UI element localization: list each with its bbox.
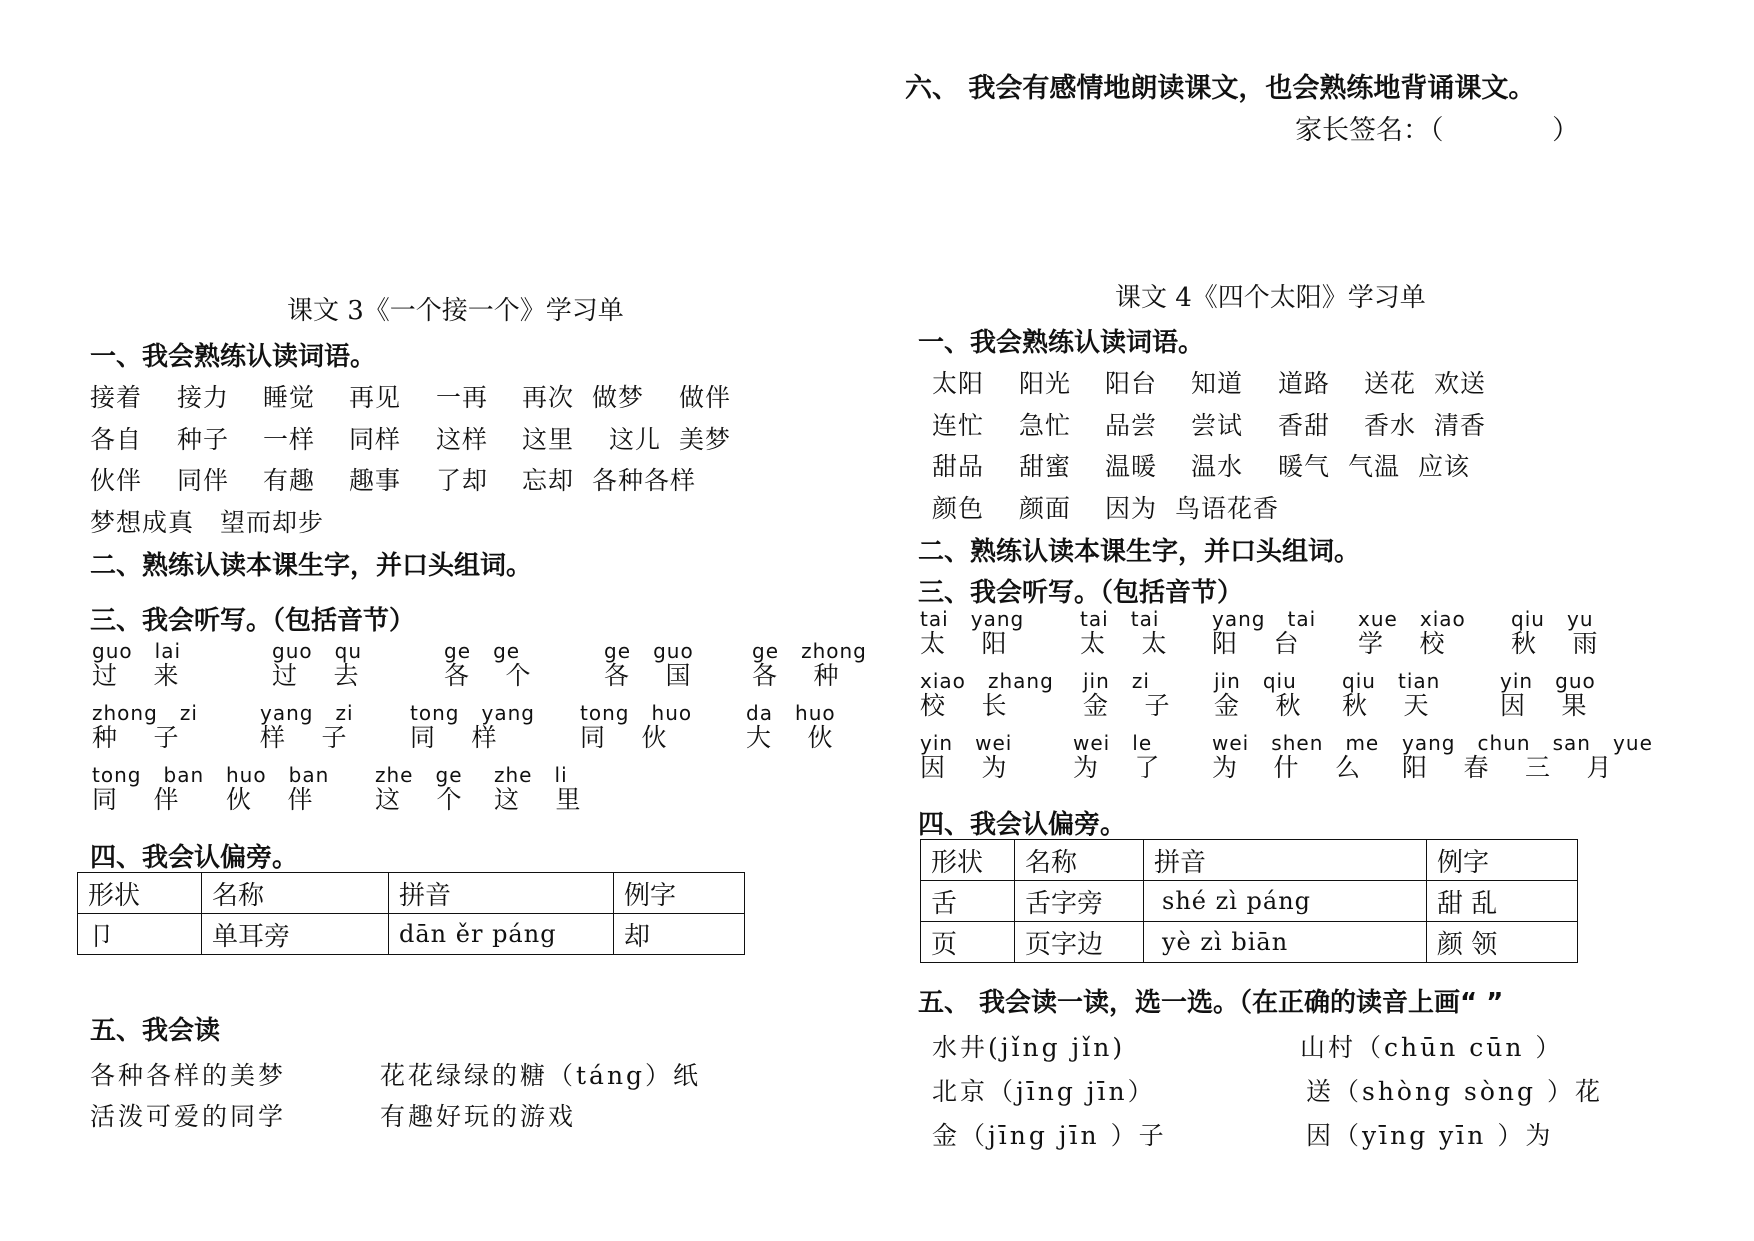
- word-item: 因为: [1105, 493, 1158, 523]
- table-header-cell: 形状: [78, 873, 202, 914]
- dictation-item: [920, 608, 1024, 658]
- dictation-item: [1358, 608, 1466, 658]
- word-item: 品尝: [1105, 410, 1158, 440]
- hanzi-label: 太 太: [1080, 629, 1179, 658]
- dictation-item: [1511, 608, 1610, 658]
- dictation-item: [1342, 670, 1441, 720]
- hanzi-label: 过 去: [272, 661, 371, 690]
- word-item: 香水: [1364, 410, 1417, 440]
- dictation-item: [92, 764, 204, 814]
- word-item: 一再: [436, 383, 489, 412]
- pinyin-label: yang chun san yue: [1402, 731, 1653, 755]
- word-item: 欢送: [1434, 369, 1487, 398]
- table-row: [921, 922, 1578, 963]
- dictation-item: [746, 702, 845, 752]
- word-item: 温暖: [1105, 452, 1158, 481]
- pinyin-label: ge zhong: [752, 639, 867, 663]
- word-item: 种子: [177, 424, 230, 454]
- hanzi-label: 这 个: [375, 785, 474, 814]
- table-cell: 卩: [78, 914, 202, 955]
- word-item: 一样: [263, 424, 316, 454]
- table-header-cell: 名称: [1015, 840, 1144, 881]
- hanzi-label: 学 校: [1358, 629, 1457, 658]
- hanzi-label: 各 个: [444, 661, 543, 690]
- pinyin-label: qiu yu: [1511, 607, 1594, 631]
- lesson4-section4-heading: 四、我会认偏旁。: [918, 810, 1127, 840]
- pinyin-label: tai yang: [920, 607, 1025, 631]
- dictation-item: [752, 640, 867, 690]
- word-item: 这里: [522, 424, 575, 454]
- table-cell: dān ěr páng: [389, 914, 614, 955]
- table-header-row: [78, 873, 745, 914]
- dictation-item: [1083, 670, 1182, 720]
- hanzi-label: 金 子: [1083, 691, 1182, 720]
- pinyin-label: xiao zhang: [920, 669, 1054, 693]
- hanzi-label: 为 什 么: [1212, 753, 1373, 782]
- pinyin-label: tong ban: [92, 763, 205, 787]
- table-cell: 舌: [921, 881, 1015, 922]
- lesson4-section1-heading: 一、我会熟练认读词语。: [918, 328, 1205, 358]
- lesson3-radical-table: [77, 872, 745, 955]
- word-item: 同伴: [177, 466, 230, 495]
- pinyin-label: guo lai: [92, 639, 182, 663]
- word-item: 温水: [1191, 452, 1244, 481]
- dictation-item: [920, 670, 1054, 720]
- dictation-item: [444, 640, 543, 690]
- word-item: 香甜: [1278, 410, 1331, 440]
- table-cell: 却: [614, 914, 745, 955]
- table-header-cell: 拼音: [389, 873, 614, 914]
- pinyin-label: wei le: [1073, 731, 1153, 755]
- word-item: 再见: [349, 383, 402, 412]
- table-cell: 舌字旁: [1015, 881, 1144, 922]
- lesson4-section5-heading: 五、 我会读一读，选一选。（在正确的读音上画“ ”: [918, 988, 1504, 1018]
- word-item: 了却: [436, 466, 489, 495]
- word-item: 阳光: [1019, 369, 1072, 398]
- word-item: 颜面: [1019, 493, 1072, 523]
- dictation-item: [1402, 732, 1653, 782]
- pinyin-label: tai tai: [1080, 607, 1160, 631]
- word-item: 气温: [1348, 452, 1401, 481]
- word-item: 尝试: [1191, 410, 1244, 440]
- dictation-item: [92, 702, 198, 752]
- table-row: [78, 914, 745, 955]
- dictation-item: [1214, 670, 1313, 720]
- hanzi-label: 阳 春 三 月: [1402, 753, 1624, 782]
- section-six-heading: 六、 我会有感情地朗读课文，也会熟练地背诵课文。: [905, 73, 1536, 104]
- table-cell: shé zì páng: [1144, 881, 1427, 922]
- lesson3-section4-heading: 四、我会认偏旁。: [90, 843, 299, 873]
- word-item: 各种各样: [592, 466, 697, 495]
- word-item: 颜色: [932, 493, 985, 523]
- word-item: 暖气: [1278, 452, 1331, 481]
- lesson4-section2-heading: 二、熟练认读本课生字，并口头组词。: [918, 537, 1361, 567]
- word-item: 送花: [1364, 369, 1417, 398]
- pinyin-label: tong huo: [580, 701, 693, 725]
- hanzi-label: 各 国: [604, 661, 703, 690]
- pinyin-label: huo ban: [226, 763, 330, 787]
- hanzi-label: 秋 雨: [1511, 629, 1610, 658]
- read-phrase: 有趣好玩的游戏: [380, 1102, 577, 1131]
- word-item: 美梦: [679, 424, 732, 454]
- table-header-cell: 例字: [1427, 840, 1578, 881]
- pinyin-label: guo qu: [272, 639, 363, 663]
- pinyin-label: zhong zi: [92, 701, 198, 725]
- pinyin-label: yang zi: [260, 701, 354, 725]
- word-item: 清香: [1434, 410, 1487, 440]
- pinyin-label: yin guo: [1500, 669, 1596, 693]
- hanzi-label: 同 伙: [580, 723, 679, 752]
- read-phrase: 活泼可爱的同学: [90, 1102, 287, 1131]
- pinyin-label: zhe li: [494, 763, 568, 787]
- lesson3-title: 课文 3《一个接一个》学习单: [287, 296, 624, 326]
- word-item: 急忙: [1019, 410, 1072, 440]
- hanzi-label: 校 长: [920, 691, 1019, 720]
- word-item: 接着: [90, 383, 143, 412]
- hanzi-label: 种 子: [92, 723, 191, 752]
- choose-item: 金（jīng jīn ）子: [932, 1121, 1167, 1150]
- pinyin-label: xue xiao: [1358, 607, 1466, 631]
- word-item: 伙伴: [90, 466, 143, 495]
- choose-item: 因（yīng yīn ）为: [1306, 1121, 1554, 1150]
- word-item: 连忙: [932, 410, 985, 440]
- read-phrase: 花花绿绿的糖（táng）纸: [380, 1061, 702, 1090]
- lesson4-title: 课文 4《四个太阳》学习单: [1115, 283, 1426, 313]
- word-item: 知道: [1191, 369, 1244, 398]
- lesson3-section2-heading: 二、熟练认读本课生字，并口头组词。: [90, 551, 533, 581]
- word-item: 鸟语花香: [1175, 493, 1280, 523]
- table-cell: 单耳旁: [202, 914, 389, 955]
- table-header-row: [921, 840, 1578, 881]
- pinyin-label: zhe ge: [375, 763, 463, 787]
- hanzi-label: 各 种: [752, 661, 851, 690]
- word-item: 有趣: [263, 466, 316, 495]
- dictation-item: [92, 640, 191, 690]
- hanzi-label: 太 阳: [920, 629, 1019, 658]
- read-phrase: 各种各样的美梦: [90, 1061, 287, 1090]
- word-item: 接力: [177, 383, 230, 412]
- pinyin-label: qiu tian: [1342, 669, 1441, 693]
- dictation-item: [1080, 608, 1179, 658]
- dictation-item: [1500, 670, 1599, 720]
- table-header-cell: 例字: [614, 873, 745, 914]
- pinyin-label: ge ge: [444, 639, 521, 663]
- dictation-item: [226, 764, 329, 814]
- lesson3-section3-heading: 三、我会听写。（包括音节）: [90, 606, 416, 636]
- dictation-item: [272, 640, 371, 690]
- pinyin-label: yang tai: [1212, 607, 1317, 631]
- table-cell: 颜 领: [1427, 922, 1578, 963]
- table-header-cell: 名称: [202, 873, 389, 914]
- hanzi-label: 大 伙: [746, 723, 845, 752]
- word-item: 望而却步: [220, 507, 325, 537]
- table-header-cell: 形状: [921, 840, 1015, 881]
- dictation-item: [1073, 732, 1172, 782]
- table-cell: yè zì biān: [1144, 922, 1427, 963]
- choose-item: 山村（chūn cūn ）: [1300, 1033, 1564, 1062]
- word-item: 这儿: [609, 424, 662, 454]
- word-item: 各自: [90, 424, 143, 454]
- hanzi-label: 样 子: [260, 723, 359, 752]
- word-item: 忘却: [522, 466, 575, 495]
- dictation-item: [1212, 608, 1316, 658]
- hanzi-label: 同 样: [410, 723, 509, 752]
- hanzi-label: 伙 伴: [226, 785, 325, 814]
- hanzi-label: 阳 台: [1212, 629, 1311, 658]
- pinyin-label: wei shen me: [1212, 731, 1380, 755]
- dictation-item: [1212, 732, 1379, 782]
- pinyin-label: tong yang: [410, 701, 535, 725]
- choose-item: 送（shòng sòng ）花: [1306, 1077, 1603, 1106]
- pinyin-label: jin qiu: [1214, 669, 1297, 693]
- hanzi-label: 金 秋: [1214, 691, 1313, 720]
- pinyin-label: ge guo: [604, 639, 694, 663]
- table-cell: 页: [921, 922, 1015, 963]
- hanzi-label: 同 伴: [92, 785, 191, 814]
- word-item: 太阳: [932, 369, 985, 398]
- hanzi-label: 因 为: [920, 753, 1019, 782]
- parent-signature: 家长签名：（ ）: [1295, 115, 1580, 146]
- word-item: 阳台: [1105, 369, 1158, 398]
- word-item: 梦想成真: [90, 507, 195, 537]
- word-item: 应该: [1418, 452, 1471, 481]
- table-header-cell: 拼音: [1144, 840, 1427, 881]
- dictation-item: [260, 702, 359, 752]
- word-item: 这样: [436, 424, 489, 454]
- dictation-item: [920, 732, 1019, 782]
- dictation-item: [410, 702, 535, 752]
- table-cell: 页字边: [1015, 922, 1144, 963]
- table-row: [921, 881, 1578, 922]
- word-item: 同样: [349, 424, 402, 454]
- lesson4-radical-table: [920, 839, 1578, 963]
- hanzi-label: 为 了: [1073, 753, 1172, 782]
- pinyin-label: yin wei: [920, 731, 1013, 755]
- word-item: 道路: [1278, 369, 1331, 398]
- dictation-item: [604, 640, 703, 690]
- pinyin-label: jin zi: [1083, 669, 1150, 693]
- choose-item: 水井(jǐng jǐn): [932, 1033, 1126, 1062]
- word-item: 再次: [522, 383, 575, 412]
- hanzi-label: 秋 天: [1342, 691, 1441, 720]
- lesson4-section3-heading: 三、我会听写。（包括音节）: [918, 578, 1244, 608]
- dictation-item: [580, 702, 692, 752]
- dictation-item: [494, 764, 593, 814]
- word-item: 甜蜜: [1019, 452, 1072, 481]
- word-item: 睡觉: [263, 383, 316, 412]
- hanzi-label: 因 果: [1500, 691, 1599, 720]
- hanzi-label: 这 里: [494, 785, 593, 814]
- word-item: 做梦: [592, 383, 645, 412]
- choose-item: 北京（jīng jīn）: [932, 1077, 1156, 1106]
- word-item: 甜品: [932, 452, 985, 481]
- table-cell: 甜 乱: [1427, 881, 1578, 922]
- word-item: 趣事: [349, 466, 402, 495]
- word-item: 做伴: [679, 383, 732, 412]
- hanzi-label: 过 来: [92, 661, 191, 690]
- lesson3-section1-heading: 一、我会熟练认读词语。: [90, 342, 377, 372]
- pinyin-label: da huo: [746, 701, 836, 725]
- dictation-item: [375, 764, 474, 814]
- lesson3-section5-heading: 五、我会读: [90, 1016, 221, 1046]
